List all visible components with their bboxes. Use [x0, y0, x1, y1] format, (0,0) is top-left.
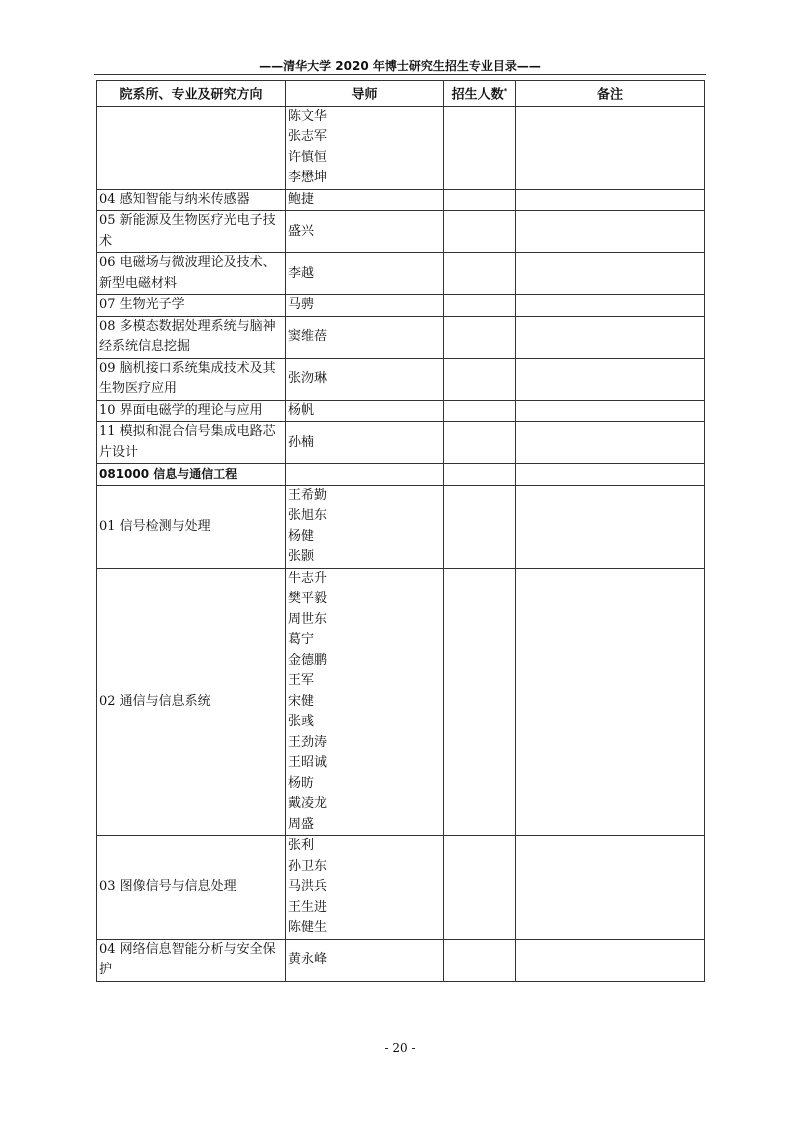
table-row [97, 316, 705, 358]
note-cell [516, 211, 705, 253]
advisor-name: 王军 [288, 673, 315, 689]
table-row [97, 939, 705, 981]
advisor-name: 马洪兵 [288, 879, 328, 895]
table-row [97, 211, 705, 253]
advisor-name: 樊平毅 [288, 591, 328, 607]
advisor-name: 戴凌龙 [288, 796, 328, 812]
enrollment-cell [444, 568, 516, 836]
note-cell [516, 295, 705, 317]
table-row [97, 253, 705, 295]
note-cell [516, 939, 705, 981]
advisor-name: 李越 [288, 265, 315, 281]
advisor-name: 张旭东 [288, 508, 328, 524]
major-row [97, 464, 705, 486]
direction-cell: 10 界面电磁学的理论与应用 [97, 400, 286, 422]
note-cell [516, 316, 705, 358]
advisor-name: 张沕琳 [288, 371, 328, 387]
header-rule [94, 74, 706, 75]
advisor-name: 周世东 [288, 611, 328, 627]
column-header-direction: 院系所、专业及研究方向 [97, 81, 286, 107]
advisor-name: 鲍捷 [288, 191, 315, 207]
direction-cell [97, 106, 286, 189]
advisor-name: 许慎恒 [288, 149, 328, 165]
advisor-name: 金德鹏 [288, 652, 328, 668]
enrollment-cell [444, 295, 516, 317]
major-name-cell: 081000 信息与通信工程 [97, 464, 286, 486]
advisor-cell [286, 316, 444, 358]
enrollment-cell [444, 106, 516, 189]
advisor-name: 盛兴 [288, 223, 315, 239]
enrollment-cell [444, 485, 516, 568]
enrollment-cell [444, 211, 516, 253]
column-header-enrollment: 招生人数* [444, 81, 516, 107]
note-cell [516, 358, 705, 400]
advisor-name: 张志军 [288, 129, 328, 145]
direction-cell: 05 新能源及生物医疗光电子技术 [97, 211, 286, 253]
advisor-cell [286, 253, 444, 295]
advisor-cell [286, 358, 444, 400]
direction-cell: 08 多模态数据处理系统与脑神经系统信息挖掘 [97, 316, 286, 358]
advisor-name: 王希勤 [288, 487, 328, 503]
advisor-name: 张颢 [288, 549, 315, 565]
advisor-name: 宋健 [288, 693, 315, 709]
enrollment-cell [444, 189, 516, 211]
table-row [97, 836, 705, 940]
advisor-cell [286, 211, 444, 253]
catalog-table [96, 80, 705, 982]
enrollment-cell [444, 400, 516, 422]
advisor-name: 黄永峰 [288, 952, 328, 968]
note-cell [516, 400, 705, 422]
advisor-name: 陈文华 [288, 108, 328, 124]
direction-cell: 02 通信与信息系统 [97, 568, 286, 836]
column-header-note: 备注 [516, 81, 705, 107]
enrollment-cell [444, 939, 516, 981]
advisor-name: 周盛 [288, 816, 315, 832]
table-row [97, 106, 705, 189]
table-row [97, 400, 705, 422]
advisor-name: 杨健 [288, 528, 315, 544]
note-cell [516, 836, 705, 940]
enrollment-cell [444, 316, 516, 358]
table-row [97, 568, 705, 836]
advisor-cell [286, 939, 444, 981]
table-body [97, 106, 705, 981]
direction-cell: 03 图像信号与信息处理 [97, 836, 286, 940]
column-header-advisor: 导师 [286, 81, 444, 107]
advisor-name: 陈健生 [288, 920, 328, 936]
table-header-row [97, 81, 705, 107]
direction-cell: 04 网络信息智能分析与安全保护 [97, 939, 286, 981]
table-row [97, 295, 705, 317]
advisor-name: 王生进 [288, 899, 328, 915]
note-cell [516, 485, 705, 568]
table-row [97, 422, 705, 464]
advisor-cell [286, 295, 444, 317]
direction-cell: 04 感知智能与纳米传感器 [97, 189, 286, 211]
table-row [97, 189, 705, 211]
advisor-name: 李懋坤 [288, 170, 328, 186]
page-header: ——清华大学 2020 年博士研究生招生专业目录—— [259, 59, 541, 73]
advisor-name: 张彧 [288, 714, 315, 730]
advisor-name: 葛宁 [288, 632, 315, 648]
advisor-name: 王劲涛 [288, 734, 328, 750]
advisor-name: 杨帆 [288, 402, 315, 418]
direction-cell: 07 生物光子学 [97, 295, 286, 317]
advisor-cell [286, 836, 444, 940]
advisor-cell [286, 400, 444, 422]
advisor-name: 孙楠 [288, 434, 315, 450]
enrollment-cell [444, 464, 516, 486]
enrollment-cell [444, 358, 516, 400]
note-cell [516, 464, 705, 486]
page-number: - 20 - [384, 1041, 416, 1055]
enrollment-cell [444, 422, 516, 464]
advisor-name: 张利 [288, 838, 315, 854]
direction-cell: 06 电磁场与微波理论及技术、新型电磁材料 [97, 253, 286, 295]
direction-cell: 01 信号检测与处理 [97, 485, 286, 568]
advisor-cell [286, 106, 444, 189]
advisor-cell [286, 189, 444, 211]
note-cell [516, 106, 705, 189]
enrollment-cell [444, 253, 516, 295]
advisor-name: 孙卫东 [288, 858, 328, 874]
advisor-name: 马骋 [288, 297, 315, 313]
note-cell [516, 568, 705, 836]
direction-cell: 11 模拟和混合信号集成电路芯片设计 [97, 422, 286, 464]
direction-cell: 09 脑机接口系统集成技术及其生物医疗应用 [97, 358, 286, 400]
note-cell [516, 253, 705, 295]
advisor-name: 王昭诚 [288, 755, 328, 771]
advisor-name: 杨昉 [288, 775, 315, 791]
advisor-name: 窦维蓓 [288, 329, 328, 345]
advisor-cell [286, 485, 444, 568]
note-cell [516, 422, 705, 464]
advisor-cell [286, 422, 444, 464]
enrollment-cell [444, 836, 516, 940]
table-row [97, 358, 705, 400]
advisor-cell [286, 568, 444, 836]
note-cell [516, 189, 705, 211]
advisor-cell [286, 464, 444, 486]
table-row [97, 485, 705, 568]
advisor-name: 牛志升 [288, 570, 328, 586]
